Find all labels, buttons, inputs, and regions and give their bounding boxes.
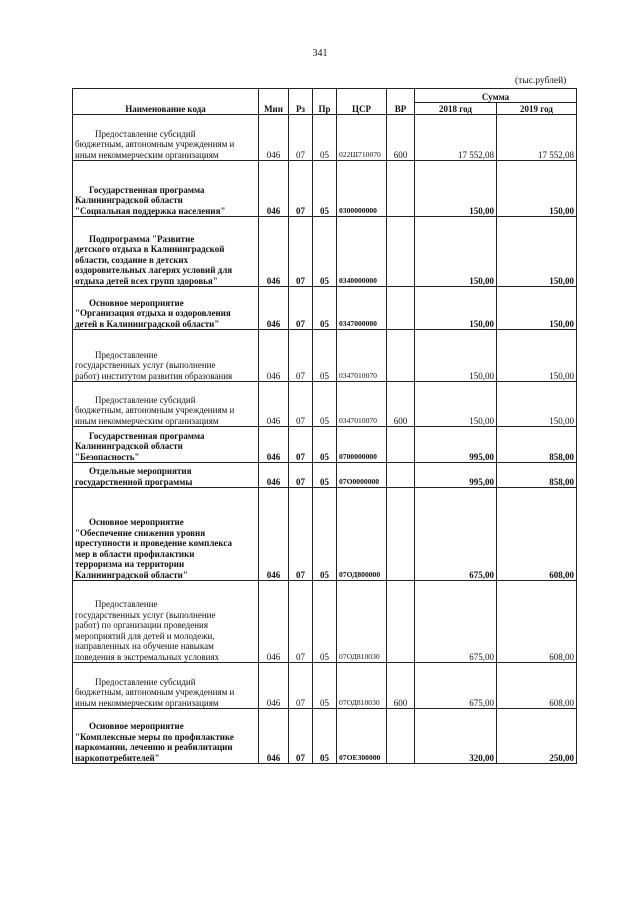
header-sum: Сумма bbox=[415, 89, 577, 103]
cell-vr bbox=[387, 217, 415, 287]
table-row bbox=[73, 115, 577, 161]
cell-pr: 05 bbox=[313, 709, 337, 764]
cell-min: 046 bbox=[259, 463, 289, 488]
cell-vr: 600 bbox=[387, 663, 415, 709]
cell-csr: 0347010070 bbox=[337, 330, 387, 382]
cell-rz: 07 bbox=[289, 581, 313, 663]
row-name-line: преступности и проведение комплекса bbox=[75, 538, 232, 549]
cell-y2018: 150,00 bbox=[415, 161, 497, 217]
row-name-line: бюджетным, автономным учреждениям и bbox=[75, 405, 235, 416]
row-name-line: иным некоммерческим организациям bbox=[75, 697, 219, 708]
row-name-line: государственных услуг (выполнение bbox=[75, 609, 216, 620]
row-name-line: мероприятий для детей и молодежи, bbox=[75, 630, 215, 641]
cell-vr bbox=[387, 581, 415, 663]
row-name-line: "Организация отдыха и оздоровления bbox=[75, 308, 231, 319]
cell-csr: 0340000000 bbox=[337, 217, 387, 287]
cell-y2018: 17 552,08 bbox=[415, 115, 497, 161]
row-name-line: отдыха детей всех групп здоровья" bbox=[75, 275, 218, 286]
row-name bbox=[73, 115, 259, 161]
cell-min: 046 bbox=[259, 663, 289, 709]
cell-vr: 600 bbox=[387, 115, 415, 161]
cell-y2018: 675,00 bbox=[415, 488, 497, 581]
cell-min: 046 bbox=[259, 330, 289, 382]
row-name-line: "Безопасность" bbox=[75, 451, 140, 462]
cell-rz: 07 bbox=[289, 115, 313, 161]
cell-y2019: 250,00 bbox=[497, 709, 577, 764]
cell-min: 046 bbox=[259, 427, 289, 463]
row-name bbox=[73, 488, 259, 581]
cell-rz: 07 bbox=[289, 217, 313, 287]
cell-vr bbox=[387, 709, 415, 764]
table-row bbox=[73, 427, 577, 463]
row-name-line: бюджетным, автономным учреждениям и bbox=[75, 687, 235, 698]
cell-vr bbox=[387, 161, 415, 217]
cell-min: 046 bbox=[259, 709, 289, 764]
table-row bbox=[73, 382, 577, 427]
cell-pr: 05 bbox=[313, 663, 337, 709]
header-name: Наименование кода bbox=[73, 89, 259, 115]
row-name-line: Основное мероприятие bbox=[89, 721, 184, 732]
cell-csr: 07О0000000 bbox=[337, 463, 387, 488]
cell-rz: 07 bbox=[289, 463, 313, 488]
row-name bbox=[73, 287, 259, 330]
row-name-line: мер в области профилактики bbox=[75, 548, 195, 559]
header-csr: ЦСР bbox=[337, 89, 387, 115]
table-row bbox=[73, 709, 577, 764]
row-name bbox=[73, 427, 259, 463]
cell-rz: 07 bbox=[289, 663, 313, 709]
row-name bbox=[73, 217, 259, 287]
cell-pr: 05 bbox=[313, 382, 337, 427]
cell-y2019: 17 552,08 bbox=[497, 115, 577, 161]
row-name-line: иным некоммерческим организациям bbox=[75, 149, 219, 160]
cell-rz: 07 bbox=[289, 709, 313, 764]
cell-min: 046 bbox=[259, 581, 289, 663]
cell-y2018: 995,00 bbox=[415, 463, 497, 488]
row-name-line: Государственная программа bbox=[89, 184, 205, 195]
row-name-line: наркомании, лечению и реабилитации bbox=[75, 742, 233, 753]
row-name-line: оздоровительных лагерях условий для bbox=[75, 265, 233, 276]
table-row bbox=[73, 663, 577, 709]
cell-rz: 07 bbox=[289, 287, 313, 330]
cell-csr: 07ОД810030 bbox=[337, 663, 387, 709]
cell-y2018: 320,00 bbox=[415, 709, 497, 764]
cell-y2018: 150,00 bbox=[415, 217, 497, 287]
table-row bbox=[73, 161, 577, 217]
row-name bbox=[73, 382, 259, 427]
row-name-line: Калининградской области" bbox=[75, 569, 188, 580]
cell-vr bbox=[387, 488, 415, 581]
cell-y2018: 675,00 bbox=[415, 663, 497, 709]
row-name-line: Основное мероприятие bbox=[89, 297, 184, 308]
row-name-line: детского отдыха в Калининградской bbox=[75, 244, 225, 255]
cell-y2018: 995,00 bbox=[415, 427, 497, 463]
cell-pr: 05 bbox=[313, 427, 337, 463]
cell-csr: 022Ш710070 bbox=[337, 115, 387, 161]
cell-y2018: 150,00 bbox=[415, 330, 497, 382]
row-name-line: работ) институтом развития образования bbox=[75, 370, 233, 381]
cell-y2018: 675,00 bbox=[415, 581, 497, 663]
row-name-line: "Социальная поддержка населения" bbox=[75, 205, 226, 216]
row-name-line: Предоставление bbox=[95, 599, 158, 610]
cell-pr: 05 bbox=[313, 581, 337, 663]
cell-min: 046 bbox=[259, 488, 289, 581]
cell-csr: 0300000000 bbox=[337, 161, 387, 217]
row-name-line: Калининградской области bbox=[75, 195, 183, 206]
row-name-line: работ) по организации проведения bbox=[75, 620, 209, 631]
row-name-line: Предоставление субсидий bbox=[95, 128, 196, 139]
row-name bbox=[73, 709, 259, 764]
header-2018: 2018 год bbox=[415, 103, 497, 115]
row-name-line: Калининградской области bbox=[75, 441, 183, 452]
cell-y2019: 150,00 bbox=[497, 330, 577, 382]
cell-rz: 07 bbox=[289, 330, 313, 382]
header-vr: ВР bbox=[387, 89, 415, 115]
header-2019: 2019 год bbox=[497, 103, 577, 115]
row-name bbox=[73, 463, 259, 488]
cell-y2018: 150,00 bbox=[415, 382, 497, 427]
cell-y2019: 858,00 bbox=[497, 427, 577, 463]
cell-y2018: 150,00 bbox=[415, 287, 497, 330]
row-name-line: области, создание в детских bbox=[75, 254, 189, 265]
cell-min: 046 bbox=[259, 217, 289, 287]
cell-y2019: 150,00 bbox=[497, 287, 577, 330]
cell-rz: 07 bbox=[289, 427, 313, 463]
budget-table-body bbox=[73, 115, 577, 764]
cell-min: 046 bbox=[259, 382, 289, 427]
cell-y2019: 608,00 bbox=[497, 663, 577, 709]
cell-y2019: 608,00 bbox=[497, 488, 577, 581]
row-name-line: бюджетным, автономным учреждениям и bbox=[75, 139, 235, 150]
header-pr: Пр bbox=[313, 89, 337, 115]
cell-min: 046 bbox=[259, 287, 289, 330]
cell-y2019: 150,00 bbox=[497, 382, 577, 427]
cell-pr: 05 bbox=[313, 287, 337, 330]
table-row bbox=[73, 287, 577, 330]
header-min: Мин bbox=[259, 89, 289, 115]
cell-pr: 05 bbox=[313, 161, 337, 217]
cell-vr: 600 bbox=[387, 382, 415, 427]
cell-csr: 0347010070 bbox=[337, 382, 387, 427]
cell-vr bbox=[387, 427, 415, 463]
row-name bbox=[73, 581, 259, 663]
cell-y2019: 608,00 bbox=[497, 581, 577, 663]
row-name-line: "Обеспечение снижения уровня bbox=[75, 527, 206, 538]
row-name-line: наркопотребителей" bbox=[75, 752, 160, 763]
table-row bbox=[73, 463, 577, 488]
cell-rz: 07 bbox=[289, 488, 313, 581]
cell-rz: 07 bbox=[289, 161, 313, 217]
row-name-line: терроризма на территории bbox=[75, 559, 185, 570]
table-row bbox=[73, 217, 577, 287]
cell-csr: 07ОД800000 bbox=[337, 488, 387, 581]
row-name-line: поведения в экстремальных условиях bbox=[75, 651, 220, 662]
table-row bbox=[73, 581, 577, 663]
cell-vr bbox=[387, 287, 415, 330]
cell-csr: 0700000000 bbox=[337, 427, 387, 463]
page-number: 341 bbox=[312, 48, 328, 59]
cell-vr bbox=[387, 330, 415, 382]
row-name-line: Предоставление субсидий bbox=[95, 394, 196, 405]
row-name bbox=[73, 330, 259, 382]
row-name-line: иным некоммерческим организациям bbox=[75, 415, 219, 426]
row-name-line: Предоставление субсидий bbox=[95, 676, 196, 687]
row-name bbox=[73, 663, 259, 709]
cell-pr: 05 bbox=[313, 463, 337, 488]
row-name-line: Подпрограмма "Развитие bbox=[89, 233, 195, 244]
cell-vr bbox=[387, 463, 415, 488]
row-name-line: Основное мероприятие bbox=[89, 517, 184, 528]
table-row bbox=[73, 330, 577, 382]
row-name-line: Отдельные мероприятия bbox=[89, 466, 192, 477]
cell-y2019: 150,00 bbox=[497, 217, 577, 287]
row-name-line: государственных услуг (выполнение bbox=[75, 360, 216, 371]
cell-min: 046 bbox=[259, 115, 289, 161]
row-name-line: Предоставление bbox=[95, 349, 158, 360]
cell-csr: 07ОД810030 bbox=[337, 581, 387, 663]
header-rz: Рз bbox=[289, 89, 313, 115]
units-label: (тыс.рублей) bbox=[515, 76, 567, 86]
cell-rz: 07 bbox=[289, 382, 313, 427]
cell-y2019: 858,00 bbox=[497, 463, 577, 488]
row-name-line: детей в Калининградской области" bbox=[75, 318, 220, 329]
row-name-line: "Комплексные меры по профилактике bbox=[75, 731, 234, 742]
table-row bbox=[73, 488, 577, 581]
cell-y2019: 150,00 bbox=[497, 161, 577, 217]
row-name-line: государственной программы bbox=[75, 476, 193, 487]
cell-min: 046 bbox=[259, 161, 289, 217]
budget-table bbox=[72, 88, 577, 764]
cell-pr: 05 bbox=[313, 217, 337, 287]
row-name-line: Государственная программа bbox=[89, 430, 205, 441]
cell-csr: 07ОЕ300000 bbox=[337, 709, 387, 764]
cell-pr: 05 bbox=[313, 330, 337, 382]
cell-pr: 05 bbox=[313, 488, 337, 581]
cell-csr: 0347000000 bbox=[337, 287, 387, 330]
cell-pr: 05 bbox=[313, 115, 337, 161]
row-name-line: направленных на обучение навыкам bbox=[75, 641, 214, 652]
row-name bbox=[73, 161, 259, 217]
